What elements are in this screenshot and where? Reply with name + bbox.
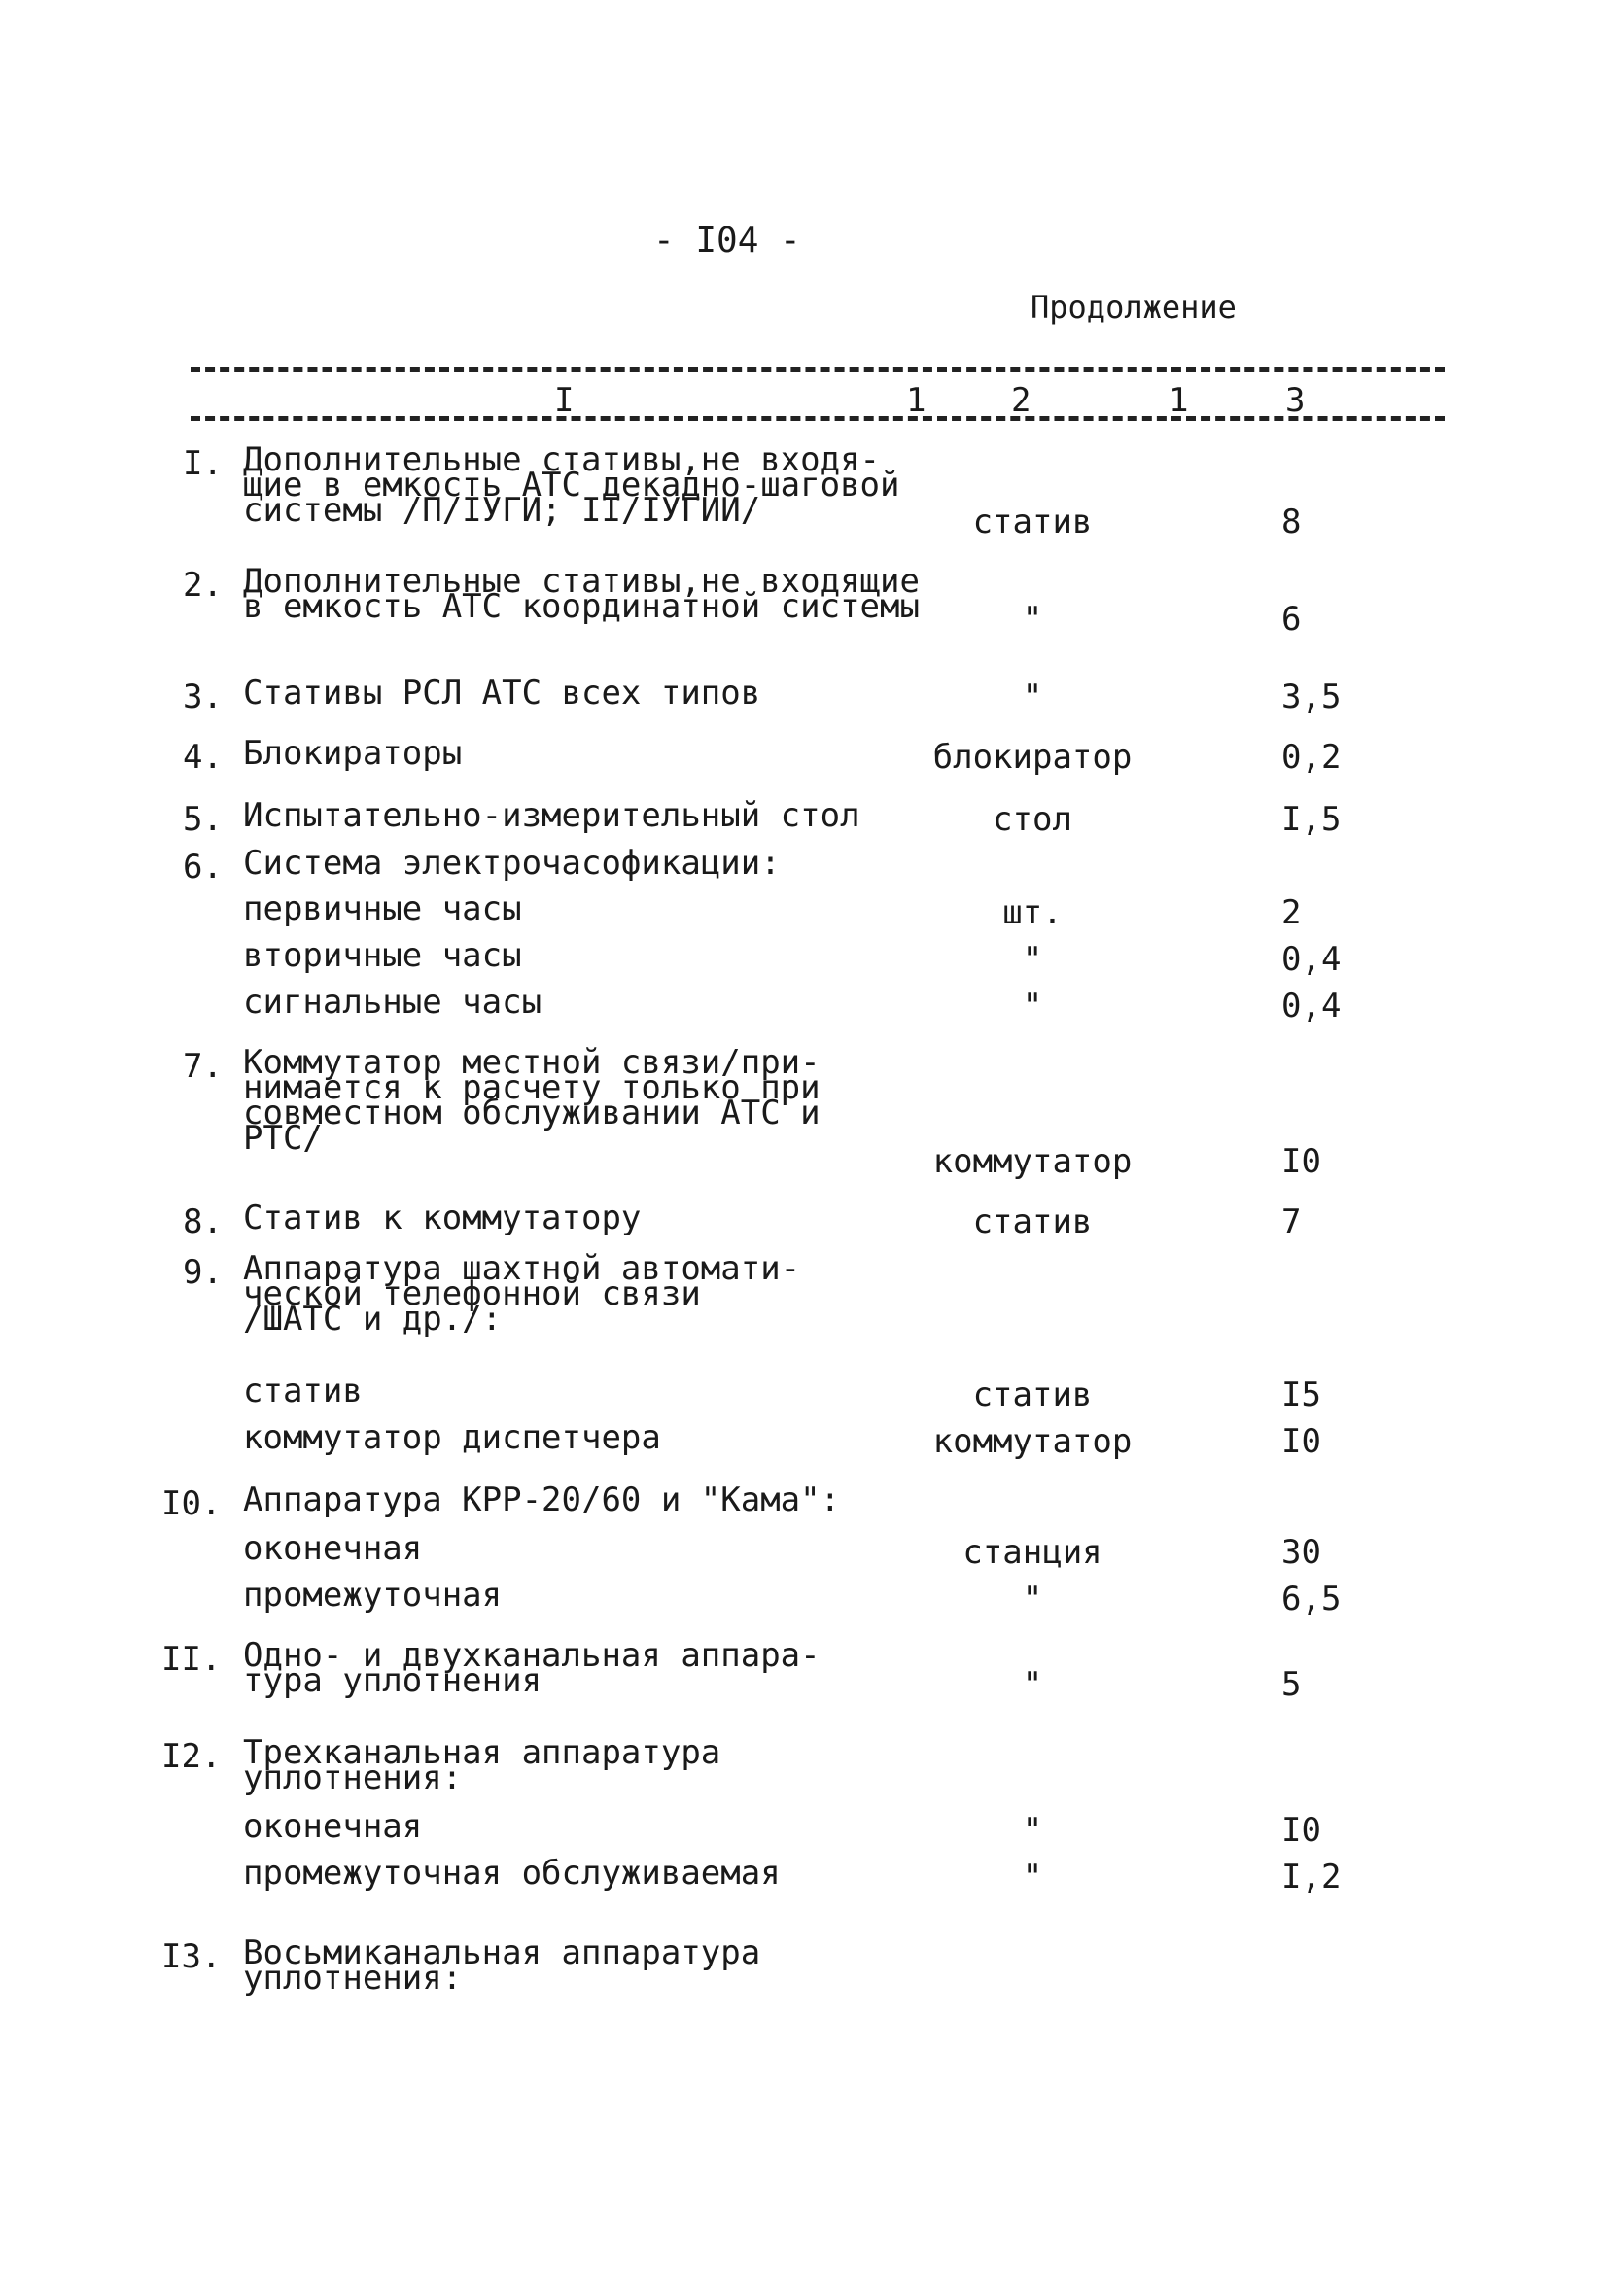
header-rule-bottom: [191, 416, 1445, 421]
row-number: 4.: [183, 738, 223, 777]
row-value: I5: [1281, 1375, 1321, 1414]
row-name: Дополнительные стативы,не входящие в емкость АТС координатной системы: [243, 562, 920, 626]
row-value: I,5: [1281, 800, 1342, 839]
row-name: Испытательно-измерительный стол: [243, 796, 860, 835]
row-unit: ": [1022, 987, 1043, 1026]
row-name: вторичные часы: [243, 936, 522, 975]
row-number: 9.: [183, 1253, 223, 1292]
row-number: II.: [161, 1640, 222, 1679]
column-header-divider-2: 1: [1169, 381, 1189, 420]
row-number: I.: [183, 444, 223, 483]
row-name: сигнальные часы: [243, 983, 542, 1022]
row-name: Одно- и двухканальная аппара- тура уплотнения: [243, 1636, 821, 1700]
row-number: I3.: [161, 1937, 222, 1976]
row-number: 3.: [183, 678, 223, 716]
column-header-unit: 2: [1011, 381, 1031, 420]
row-value: 30: [1281, 1533, 1321, 1572]
row-name: промежуточная обслуживаемая: [243, 1854, 781, 1893]
row-number: 5.: [183, 800, 223, 839]
row-number: 8.: [183, 1202, 223, 1241]
row-unit: стол: [993, 800, 1072, 839]
row-value: I,2: [1281, 1858, 1342, 1896]
row-unit: коммутатор: [932, 1422, 1133, 1461]
row-name: Система электрочасофикации:: [243, 844, 781, 883]
row-value: I0: [1281, 1142, 1321, 1181]
row-unit: ": [1022, 940, 1043, 979]
row-name: статив: [243, 1372, 363, 1410]
column-header-name: I: [554, 381, 575, 420]
row-name: Аппаратура КРР-20/60 и "Кама":: [243, 1480, 841, 1519]
row-unit: коммутатор: [932, 1142, 1133, 1181]
page-number: - I04 -: [653, 221, 801, 261]
row-number: 6.: [183, 848, 223, 887]
row-value: 6: [1281, 600, 1302, 639]
row-number: 2.: [183, 566, 223, 605]
row-name: оконечная: [243, 1807, 423, 1846]
row-unit: статив: [972, 1375, 1093, 1414]
continuation-label: Продолжение: [1031, 289, 1237, 326]
row-name: коммутатор диспетчера: [243, 1418, 661, 1457]
column-header-divider: 1: [906, 381, 926, 420]
row-number: I0.: [161, 1484, 222, 1523]
row-value: 2: [1281, 893, 1302, 932]
row-number: I2.: [161, 1737, 222, 1776]
row-value: I0: [1281, 1811, 1321, 1850]
row-unit: ": [1022, 1858, 1043, 1896]
row-name: Статив к коммутатору: [243, 1199, 642, 1237]
row-value: 0,2: [1281, 738, 1342, 777]
row-unit: ": [1022, 1811, 1043, 1850]
row-value: 0,4: [1281, 987, 1342, 1026]
row-value: I0: [1281, 1422, 1321, 1461]
row-number: 7.: [183, 1047, 223, 1086]
row-value: 3,5: [1281, 678, 1342, 716]
column-header-value: 3: [1285, 381, 1306, 420]
row-unit: шт.: [1002, 893, 1063, 932]
header-rule-top: [191, 367, 1445, 372]
row-name: первичные часы: [243, 889, 522, 928]
row-unit: станция: [962, 1533, 1102, 1572]
row-name: Аппаратура шахтной автомати- ческой телефонной связи /ШАТС и др./:: [243, 1249, 801, 1339]
row-name: Блокираторы: [243, 734, 463, 773]
row-name: Трехканальная аппаратура уплотнения:: [243, 1733, 721, 1797]
row-unit: ": [1022, 1580, 1043, 1618]
row-name: Восьмиканальная аппаратура уплотнения:: [243, 1933, 761, 1998]
row-unit: ": [1022, 1665, 1043, 1704]
row-value: 8: [1281, 503, 1302, 541]
row-value: 0,4: [1281, 940, 1342, 979]
row-value: 5: [1281, 1665, 1302, 1704]
row-unit: ": [1022, 678, 1043, 716]
row-name: промежуточная: [243, 1576, 503, 1615]
row-name: Дополнительные стативы,не входя- щие в емкость АТС декадно-шаговой системы /П/IУГИ; II/IУГИИ/: [243, 440, 900, 530]
row-unit: статив: [972, 503, 1093, 541]
row-unit: блокиратор: [932, 738, 1133, 777]
row-name: оконечная: [243, 1529, 423, 1568]
row-unit: статив: [972, 1202, 1093, 1241]
row-name: Коммутатор местной связи/при- нимается к расчету только при совместном обслуживании АТС и РТС/: [243, 1043, 821, 1158]
row-unit: ": [1022, 600, 1043, 639]
row-value: 7: [1281, 1202, 1302, 1241]
row-name: Стативы РСЛ АТС всех типов: [243, 674, 761, 713]
row-value: 6,5: [1281, 1580, 1342, 1618]
